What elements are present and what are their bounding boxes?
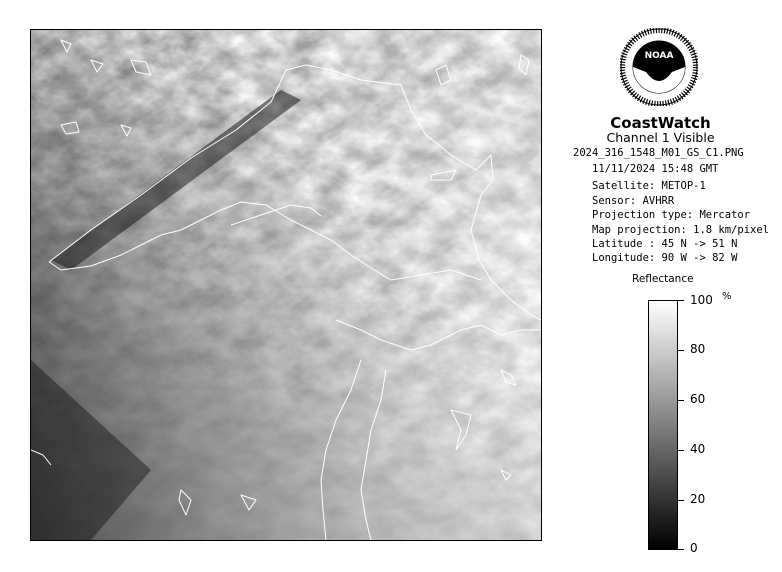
projection-type-label: Projection type: Mercator xyxy=(592,209,751,221)
colorbar-unit: % xyxy=(722,291,732,302)
latitude-label: Latitude : 45 N -> 51 N xyxy=(592,238,738,250)
channel-label: Channel 1 Visible xyxy=(606,130,715,145)
satellite-image xyxy=(31,30,541,540)
logo-text: NOAA xyxy=(644,51,674,61)
sensor-label: Sensor: AVHRR xyxy=(592,195,675,207)
filename-label: 2024_316_1548_M01_GS_C1.PNG xyxy=(573,147,744,159)
datetime-label: 11/11/2024 15:48 GMT xyxy=(592,163,719,175)
app-title: CoastWatch xyxy=(610,114,711,132)
colorbar-tick-label: 0 xyxy=(690,541,698,555)
colorbar-tick xyxy=(678,400,684,401)
colorbar-tick-label: 80 xyxy=(690,342,706,356)
colorbar-tick-label: 60 xyxy=(690,392,706,406)
reflectance-colorbar xyxy=(648,300,678,550)
map-projection-label: Map projection: 1.8 km/pixel xyxy=(592,224,770,236)
colorbar-tick xyxy=(678,350,684,351)
satellite-label: Satellite: METOP-1 xyxy=(592,180,706,192)
colorbar-tick-label: 100 xyxy=(690,293,713,307)
longitude-label: Longitude: 90 W -> 82 W xyxy=(592,252,738,264)
colorbar-tick-label: 40 xyxy=(690,442,706,456)
colorbar-tick xyxy=(678,500,684,501)
satellite-map xyxy=(30,29,542,541)
colorbar-title: Reflectance xyxy=(632,273,694,285)
colorbar-tick xyxy=(678,450,684,451)
noaa-logo xyxy=(620,28,698,106)
colorbar-tick-label: 20 xyxy=(690,492,706,506)
colorbar-tick xyxy=(678,549,684,550)
colorbar-tick xyxy=(678,300,684,301)
